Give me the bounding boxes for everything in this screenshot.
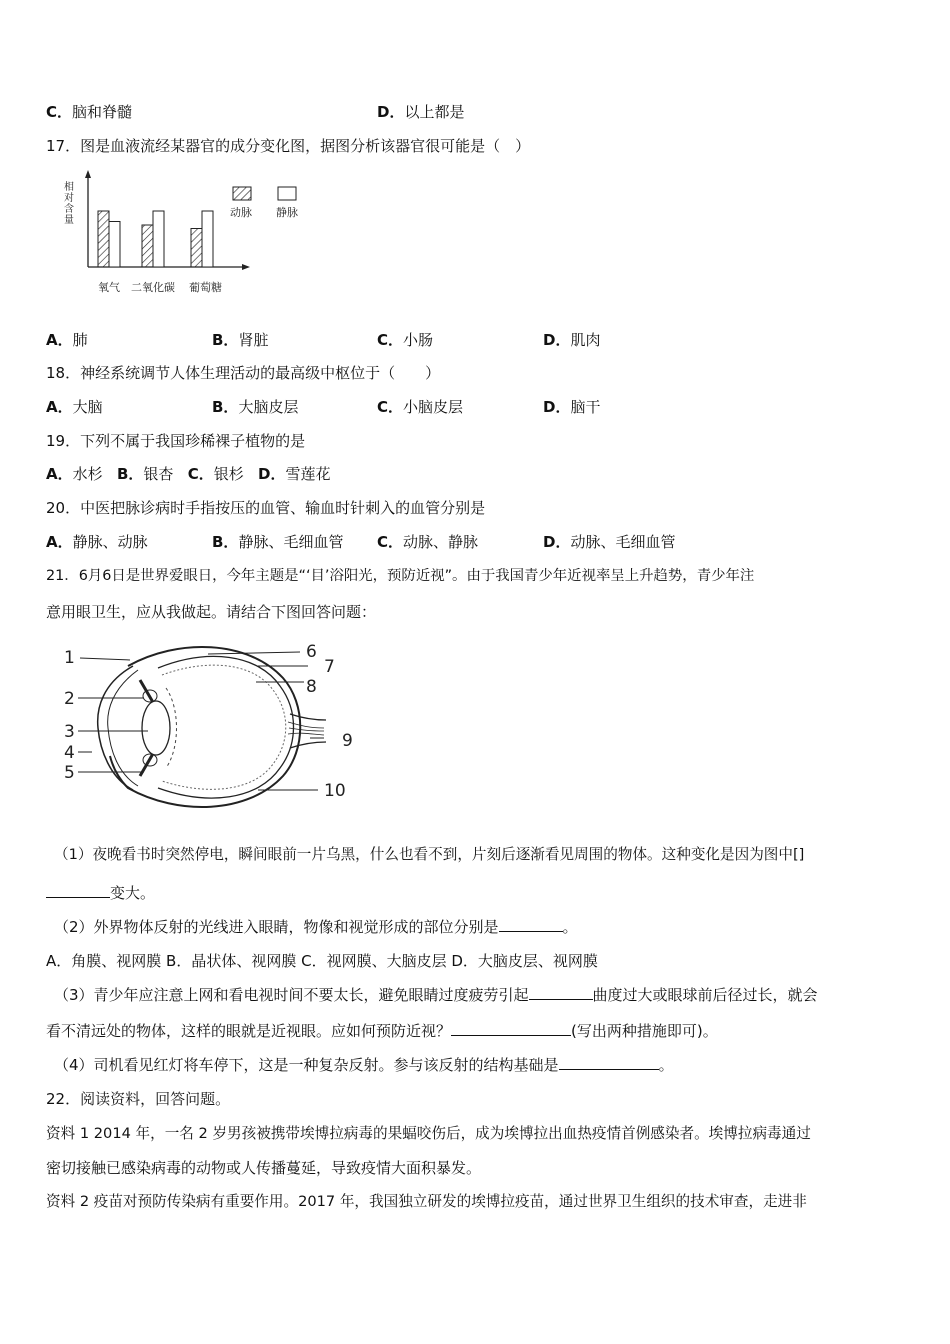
- answer-blank[interactable]: [46, 883, 110, 898]
- q21-part3-line2: 看不清远处的物体，这样的眼就是近视眼。应如何预防近视？ (写出两种措施即可)。: [46, 1022, 718, 1040]
- x-tick-label: 氧气: [98, 281, 120, 294]
- q17-option-d: D．肌肉: [543, 331, 601, 349]
- q20-stem: 20．中医把脉诊病时手指按压的血管、输血时针刺入的血管分别是: [46, 499, 486, 517]
- q20-option-a: A．静脉、动脉: [46, 533, 148, 551]
- q22-stem: 22．阅读资料，回答问题。: [46, 1090, 231, 1108]
- eye-label-8: 8: [306, 677, 317, 697]
- q21-part1-line2: 变大。: [46, 883, 155, 903]
- eye-label-10: 10: [324, 781, 346, 801]
- legend-swatch-vein: [278, 187, 296, 200]
- legend-label-vein: 静脉: [276, 206, 298, 219]
- eye-label-6: 6: [306, 642, 317, 662]
- svg-text:量: 量: [64, 215, 74, 226]
- x-tick-label: 二氧化碳: [131, 281, 175, 294]
- q19-stem: 19．下列不属于我国珍稀裸子植物的是: [46, 432, 306, 450]
- eye-label-9: 9: [342, 731, 353, 751]
- q17-bar-chart: [58, 170, 318, 300]
- bar-artery-2: [142, 225, 153, 267]
- q21-stem-2: 意用眼卫生，应从我做起。请结合下图回答问题：: [46, 603, 377, 621]
- q20-option-b: B．静脉、毛细血管: [212, 533, 344, 551]
- eye-label-1: 1: [64, 648, 75, 668]
- svg-text:含: 含: [64, 204, 74, 215]
- q19-options: A．水杉 B．银杏 C．银杉 D．雪莲花: [46, 465, 331, 483]
- svg-text:对: 对: [64, 193, 74, 204]
- eye-label-5: 5: [64, 763, 75, 783]
- q17-stem: 17．图是血液流经某器官的成分变化图，据图分析该器官很可能是（ ）: [46, 137, 531, 155]
- answer-blank[interactable]: [529, 985, 593, 1000]
- q21-part4: （4）司机看见红灯将车停下，这是一种复杂反射。参与该反射的结构基础是 。: [54, 1056, 674, 1074]
- y-axis-label: 相: [64, 182, 74, 193]
- q16-option-c: C．脑和脊髓: [46, 103, 133, 121]
- q22-material2-line1: 资料 2 疫苗对预防传染病有重要作用。2017 年，我国独立研发的埃博拉疫苗，通过世界卫生组织的技术审查，走进非: [46, 1193, 807, 1210]
- q18-option-d: D．脑干: [543, 398, 601, 416]
- bar-vein-2: [153, 211, 164, 267]
- eye-diagram: [58, 638, 358, 818]
- q21-part2-options: A．角膜、视网膜 B．晶状体、视网膜 C．视网膜、大脑皮层 D．大脑皮层、视网膜: [46, 952, 598, 970]
- q17-option-c: C．小肠: [377, 331, 434, 349]
- q17-option-a: A．肺: [46, 331, 88, 349]
- eye-label-3: 3: [64, 722, 75, 742]
- eye-label-7: 7: [324, 657, 335, 677]
- bar-vein-1: [109, 222, 120, 268]
- q21-stem-1: 21．6月6日是世界爱眼日，今年主题是“‘目’浴阳光，预防近视”。由于我国青少年近视率呈上升趋势，青少年注: [46, 568, 755, 584]
- q21-part1-line1: （1）夜晚看书时突然停电，瞬间眼前一片乌黑，什么也看不到，片刻后逐渐看见周围的物体。这种变化是因为图中[]: [54, 846, 805, 863]
- eye-label-4: 4: [64, 743, 75, 763]
- q22-material1-line2: 密切接触已感染病毒的动物或人传播蔓延，导致疫情大面积暴发。: [46, 1159, 482, 1177]
- x-tick-label: 葡萄糖: [189, 281, 222, 294]
- q18-option-c: C．小脑皮层: [377, 398, 464, 416]
- bar-artery-1: [98, 211, 109, 267]
- q20-option-d: D．动脉、毛细血管: [543, 533, 676, 551]
- legend-label-artery: 动脉: [230, 206, 252, 219]
- q18-stem: 18．神经系统调节人体生理活动的最高级中枢位于（ ）: [46, 364, 441, 382]
- q18-option-b: B．大脑皮层: [212, 398, 299, 416]
- q21-part2: （2）外界物体反射的光线进入眼睛，物像和视觉形成的部位分别是 。: [54, 918, 578, 936]
- answer-blank[interactable]: [451, 1021, 571, 1036]
- q18-option-a: A．大脑: [46, 398, 103, 416]
- q17-option-b: B．肾脏: [212, 331, 269, 349]
- bar-vein-3: [202, 211, 213, 267]
- q16-option-d: D．以上都是: [377, 103, 465, 121]
- legend-swatch-artery: [233, 187, 251, 200]
- bar-artery-3: [191, 229, 202, 268]
- answer-blank[interactable]: [559, 1055, 659, 1070]
- q20-option-c: C．动脉、静脉: [377, 533, 479, 551]
- q21-part3-line1: （3）青少年应注意上网和看电视时间不要太长，避免眼睛过度疲劳引起 曲度过大或眼球前后径过长，就会: [54, 986, 818, 1004]
- eye-label-2: 2: [64, 689, 75, 709]
- answer-blank[interactable]: [499, 917, 563, 932]
- q22-material1-line1: 资料 1 2014 年，一名 2 岁男孩被携带埃博拉病毒的果蝠咬伤后，成为埃博拉出血热疫情首例感染者。埃博拉病毒通过: [46, 1125, 811, 1142]
